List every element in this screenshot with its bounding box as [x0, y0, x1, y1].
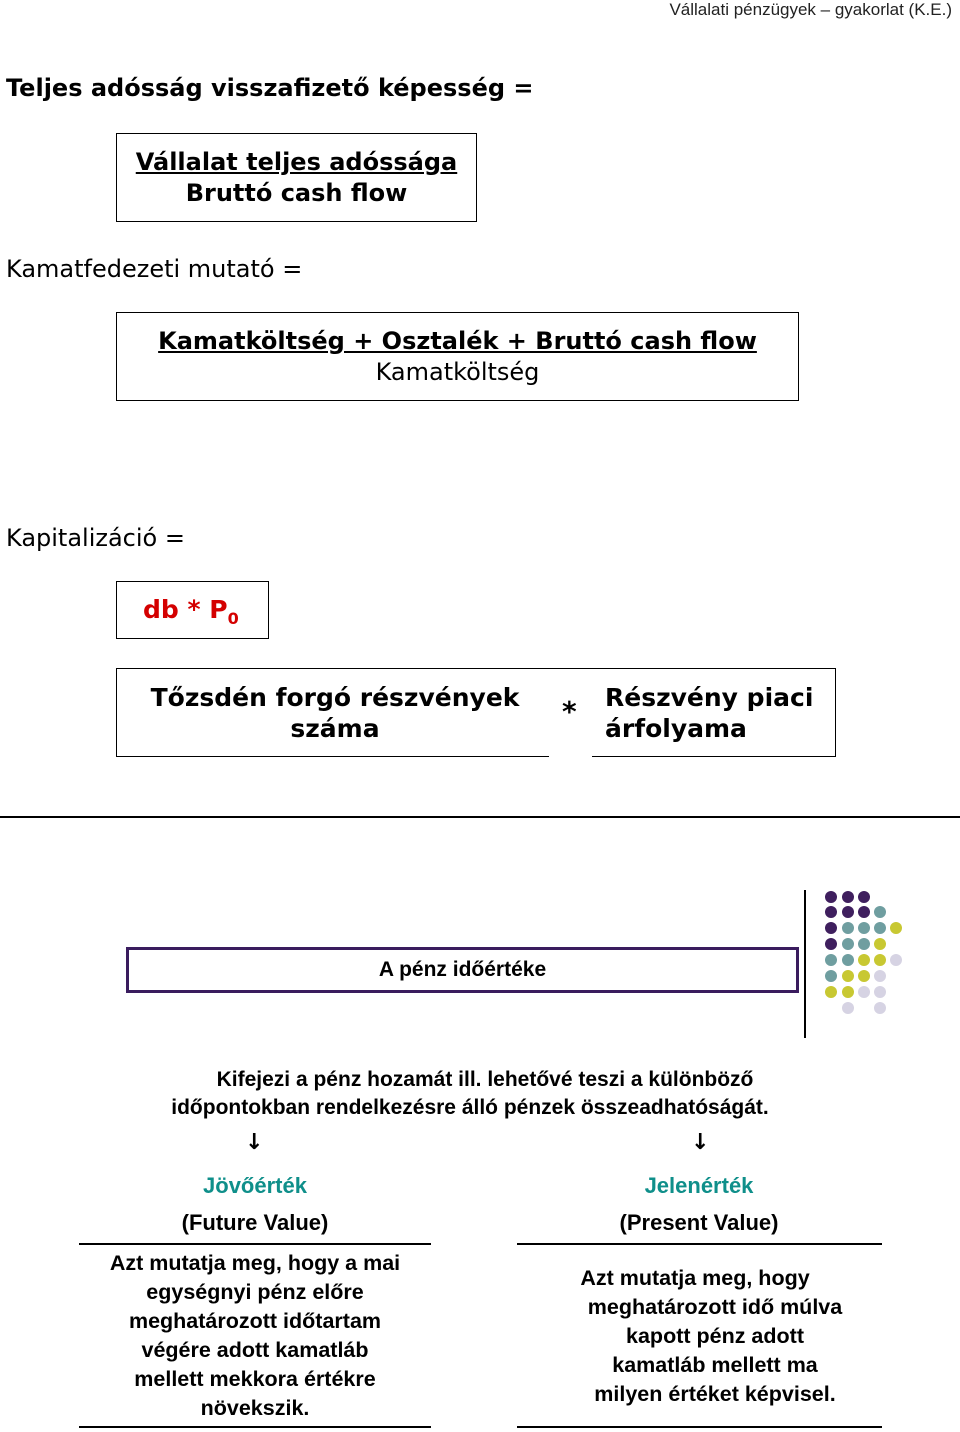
time-value-description: Kifejezi a pénz hozamát ill. lehetővé teszi a különböző időpontokban rendelkezésre álló pénzek összeadhatóságát. [171, 1068, 769, 1119]
multiply-operator: * [562, 695, 577, 728]
present-value-description: Azt mutatja meg, hogy meghatározott idő múlva kapott pénz adott kamatláb mellett ma milyen értéket képvisel. [580, 1266, 843, 1406]
box-border-gap [549, 754, 592, 758]
arrow-down-icon: ↓ [691, 1130, 710, 1155]
page-header: Vállalati pénzügyek – gyakorlat (K.E.) [669, 0, 952, 19]
interest-coverage-denominator: Kamatköltség [375, 358, 540, 386]
present-value-top-rule [517, 1243, 882, 1245]
future-value-top-rule [79, 1243, 431, 1245]
capitalization-formula-box [116, 581, 269, 639]
debt-capacity-denominator: Bruttó cash flow [185, 179, 408, 207]
decorative-dot-grid [820, 886, 910, 1021]
interest-coverage-formula-box [116, 312, 799, 401]
section-divider [0, 816, 960, 818]
time-value-title-box [126, 947, 799, 993]
capitalization-definition-box [116, 668, 836, 757]
present-value-subtitle: (Present Value) [619, 1210, 779, 1235]
time-value-title: A pénz időértéke [378, 958, 547, 981]
capitalization-label: Kapitalizáció = [6, 524, 185, 552]
interest-coverage-numerator: Kamatköltség + Osztalék + Bruttó cash flow [158, 327, 757, 355]
debt-capacity-label: Teljes adósság visszafizető képesség = [6, 74, 534, 102]
present-value-bottom-rule [517, 1426, 882, 1428]
present-value-title: Jelenérték [644, 1173, 754, 1198]
vertical-divider [804, 890, 806, 1038]
interest-coverage-label: Kamatfedezeti mutató = [6, 255, 303, 283]
capitalization-formula: db * $P_0$ [143, 595, 239, 628]
debt-capacity-numerator: Vállalat teljes adóssága [135, 148, 458, 176]
arrow-down-icon: ↓ [245, 1130, 264, 1155]
future-value-title: Jövőérték [203, 1173, 307, 1198]
share-price-text: Részvény piaci árfolyama [605, 683, 814, 743]
shares-outstanding-text: Tőzsdén forgó részvények száma [150, 683, 520, 743]
debt-capacity-formula-box [116, 133, 477, 222]
future-value-subtitle: (Future Value) [181, 1210, 329, 1235]
future-value-bottom-rule [79, 1426, 431, 1428]
future-value-description: Azt mutatja meg, hogy a mai egységnyi pénz előre meghatározott időtartam végére adott kamatláb mellett mekkora értékre növekszik. [109, 1251, 401, 1420]
